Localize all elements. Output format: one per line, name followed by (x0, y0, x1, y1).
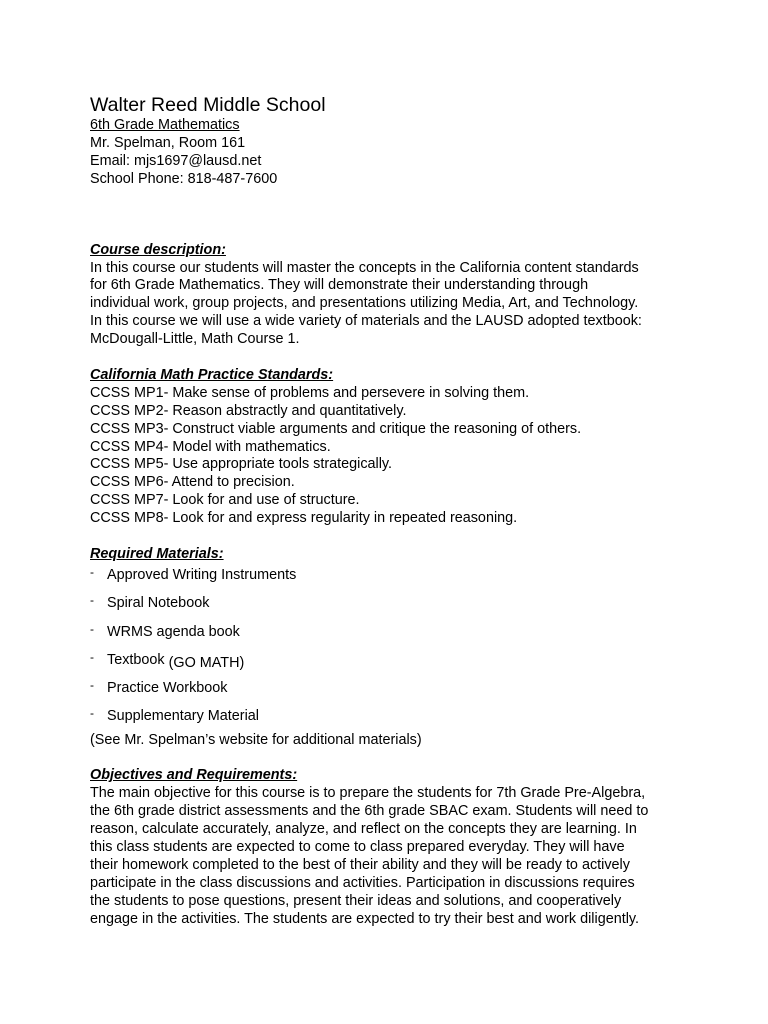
standard-item: CCSS MP8- Look for and express regularity in repeated reasoning. (90, 510, 518, 527)
materials-section (90, 546, 690, 750)
material-label: WRMS agenda book (107, 623, 240, 640)
standard-item: CCSS MP6- Attend to precision. (90, 474, 295, 491)
material-label: Supplementary Material (107, 708, 259, 725)
course-title: 6th Grade Mathematics (90, 117, 240, 133)
list-item (90, 595, 690, 623)
materials-heading: Required Materials: (90, 546, 224, 562)
materials-note: (See Mr. Spelman’s website for additional materials) (90, 731, 422, 748)
standard-item: CCSS MP2- Reason abstractly and quantitatively. (90, 402, 407, 419)
dash-bullet: - (90, 678, 94, 693)
objectives-section (90, 767, 690, 928)
school-name: Walter Reed Middle School (90, 94, 326, 116)
spacer (90, 528, 690, 546)
list-item (90, 649, 690, 680)
course-description-section (90, 242, 690, 349)
course-description-line: In this course our students will master the concepts in the California content standards (90, 259, 639, 276)
dash-bullet: - (90, 706, 94, 721)
material-label: Approved Writing Instruments (107, 566, 297, 583)
spacer (90, 349, 690, 367)
school-phone: School Phone: 818-487-7600 (90, 170, 278, 187)
material-extra: (GO MATH) (164, 654, 245, 671)
header-block (90, 93, 690, 189)
course-description-line: In this course we will use a wide variety of materials and the LAUSD adopted textbook: (90, 313, 642, 330)
objectives-line: participate in the class discussions and activities. Participation in discussions requires (90, 874, 635, 891)
material-label: Textbook (107, 651, 165, 668)
objectives-line: engage in the activities. The students are expected to try their best and work diligently. (90, 910, 640, 927)
dash-bullet: - (90, 593, 94, 608)
list-item (90, 708, 690, 736)
objectives-line: their homework completed to the best of their ability and they will be ready to actively (90, 857, 630, 874)
list-item (90, 680, 690, 708)
standard-item: CCSS MP1- Make sense of problems and persevere in solving them. (90, 384, 530, 401)
dash-bullet: - (90, 621, 94, 636)
material-label: Practice Workbook (107, 680, 228, 697)
materials-list (90, 564, 690, 737)
objectives-line: the 6th grade district assessments and the 6th grade SBAC exam. Students will need to (90, 803, 649, 820)
objectives-line: this class students are expected to come to class prepared everyday. They will have (90, 839, 625, 856)
course-description-heading: Course description: (90, 241, 226, 258)
objectives-line: the students to pose questions, present their ideas and solutions, and cooperatively (90, 892, 622, 909)
document-page (90, 93, 690, 929)
standards-heading: California Math Practice Standards: (90, 366, 334, 383)
teacher-room: Mr. Spelman, Room 161 (90, 134, 246, 151)
spacer (90, 750, 690, 768)
objectives-line: The main objective for this course is to prepare the students for 7th Grade Pre-Algebra, (90, 785, 646, 802)
dash-bullet: - (90, 564, 94, 579)
teacher-email: Email: mjs1697@lausd.net (90, 152, 262, 169)
standard-item: CCSS MP4- Model with mathematics. (90, 438, 331, 455)
standard-item: CCSS MP5- Use appropriate tools strategically. (90, 456, 393, 473)
standard-item: CCSS MP7- Look for and use of structure. (90, 492, 360, 509)
spacer (90, 189, 690, 242)
list-item (90, 621, 690, 652)
standard-item: CCSS MP3- Construct viable arguments and critique the reasoning of others. (90, 420, 582, 437)
list-item (90, 564, 690, 595)
dash-bullet: - (90, 649, 94, 664)
standards-section (90, 367, 690, 528)
material-label: Spiral Notebook (107, 595, 210, 612)
objectives-line: reason, calculate accurately, analyze, and reflect on the concepts they are learning. In (90, 821, 637, 838)
course-description-line: individual work, group projects, and presentations utilizing Media, Art, and Technology. (90, 295, 639, 312)
course-description-line: for 6th Grade Mathematics. They will demonstrate their understanding through (90, 277, 589, 294)
objectives-heading: Objectives and Requirements: (90, 767, 298, 784)
course-description-line: McDougall-Little, Math Course 1. (90, 331, 300, 348)
